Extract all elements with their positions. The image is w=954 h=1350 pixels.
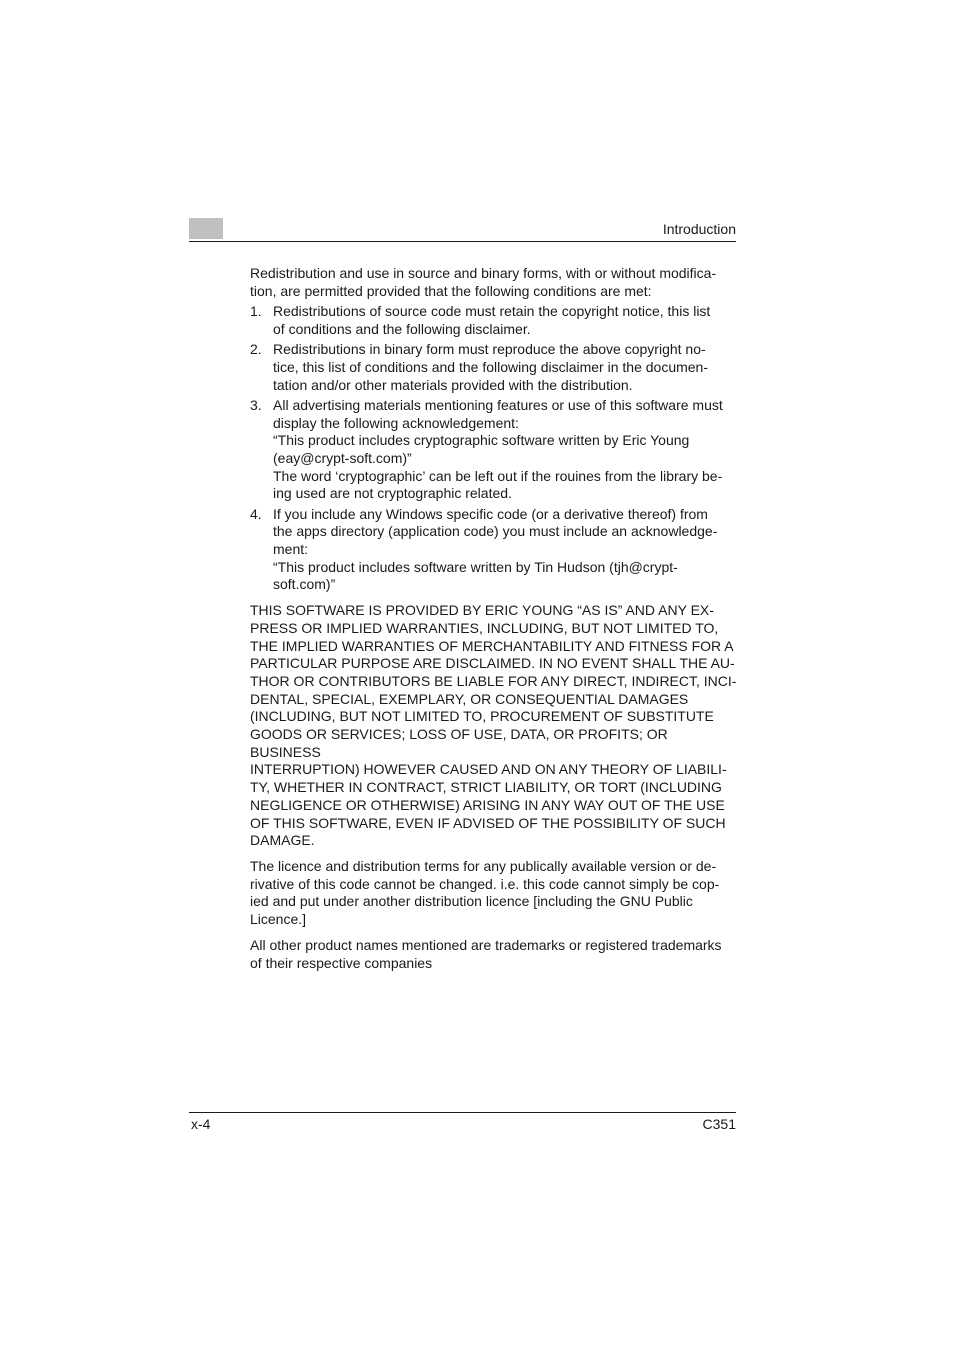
text-line: of their respective companies: [250, 954, 433, 971]
text-line: tion, are permitted provided that the following conditions are met:: [250, 282, 652, 299]
main-content: [250, 265, 742, 972]
text-line: All advertising materials mentioning features or use of this software must: [273, 396, 723, 413]
text-line: Redistributions of source code must retain the copyright notice, this list: [273, 303, 711, 320]
text-line: ment:: [273, 541, 309, 558]
text-line: NEGLIGENCE OR OTHERWISE) ARISING IN ANY WAY OUT OF THE USE: [250, 796, 725, 813]
disclaimer-paragraph: [250, 602, 742, 850]
text-line: soft.com)”: [273, 576, 336, 593]
text-line: THOR OR CONTRIBUTORS BE LIABLE FOR ANY DIRECT, INDIRECT, INCI-: [250, 672, 737, 689]
text-line: INTERRUPTION) HOWEVER CAUSED AND ON ANY THEORY OF LIABILI-: [250, 761, 727, 778]
text-line: tice, this list of conditions and the following disclaimer in the documen-: [273, 359, 708, 376]
text-line: PARTICULAR PURPOSE ARE DISCLAIMED. IN NO EVENT SHALL THE AU-: [250, 655, 735, 672]
text-line: THE IMPLIED WARRANTIES OF MERCHANTABILITY AND FITNESS FOR A: [250, 637, 734, 654]
text-line: (eay@crypt-soft.com)”: [273, 450, 412, 467]
text-line: Redistribution and use in source and binary forms, with or without modifica-: [250, 265, 717, 281]
text-line: rivative of this code cannot be changed. i.e. this code cannot simply be cop-: [250, 875, 720, 892]
list-number: 4.: [250, 505, 262, 522]
text-line: DAMAGE.: [250, 832, 315, 849]
text-line: the apps directory (application code) you must include an acknowledge-: [273, 523, 718, 540]
trademark-paragraph: [250, 937, 742, 972]
text-line: The licence and distribution terms for any publically available version or de-: [250, 858, 717, 874]
text-line: “This product includes cryptographic software written by Eric Young: [273, 432, 690, 449]
text-line: TY, WHETHER IN CONTRACT, STRICT LIABILITY, OR TORT (INCLUDING: [250, 779, 722, 796]
text-line: ied and put under another distribution licence [including the GNU Public: [250, 893, 693, 910]
text-line: OF THIS SOFTWARE, EVEN IF ADVISED OF THE POSSIBILITY OF SUCH: [250, 814, 726, 831]
header-divider: [189, 241, 736, 242]
page-number: x-4: [191, 1116, 211, 1132]
conditions-list: [250, 303, 742, 594]
section-title: Introduction: [662, 221, 736, 237]
text-line: “This product includes software written by Tin Hudson (tjh@crypt-: [273, 558, 678, 575]
list-number: 2.: [250, 341, 262, 358]
header-tab-marker: [189, 218, 223, 239]
text-line: PRESS OR IMPLIED WARRANTIES, INCLUDING, BUT NOT LIMITED TO,: [250, 619, 719, 636]
licence-paragraph: [250, 858, 742, 929]
text-line: (INCLUDING, BUT NOT LIMITED TO, PROCUREMENT OF SUBSTITUTE: [250, 708, 714, 725]
text-line: If you include any Windows specific code (or a derivative thereof) from: [273, 505, 708, 522]
text-line: DENTAL, SPECIAL, EXEMPLARY, OR CONSEQUENTIAL DAMAGES: [250, 690, 689, 707]
text-line: tation and/or other materials provided with the distribution.: [273, 376, 633, 393]
text-line: display the following acknowledgement:: [273, 414, 519, 431]
text-line: GOODS OR SERVICES; LOSS OF USE, DATA, OR PROFITS; OR BUSINESS: [250, 726, 668, 760]
product-model: C351: [702, 1116, 736, 1132]
list-item: [250, 506, 742, 595]
intro-paragraph: [250, 265, 742, 300]
text-line: ing used are not cryptographic related.: [273, 485, 512, 502]
text-line: The word ‘cryptographic’ can be left out if the rouines from the library be-: [273, 467, 723, 484]
list-item: [250, 341, 742, 394]
text-line: Redistributions in binary form must reproduce the above copyright no-: [273, 341, 706, 358]
list-number: 1.: [250, 303, 262, 320]
text-line: Licence.]: [250, 911, 307, 928]
text-line: of conditions and the following disclaimer.: [273, 321, 531, 338]
list-item: [250, 397, 742, 503]
text-line: THIS SOFTWARE IS PROVIDED BY ERIC YOUNG “AS IS” AND ANY EX-: [250, 602, 714, 619]
text-line: All other product names mentioned are trademarks or registered trademarks: [250, 936, 722, 953]
list-number: 3.: [250, 396, 262, 413]
list-item: [250, 303, 742, 338]
footer-divider: [189, 1112, 736, 1113]
